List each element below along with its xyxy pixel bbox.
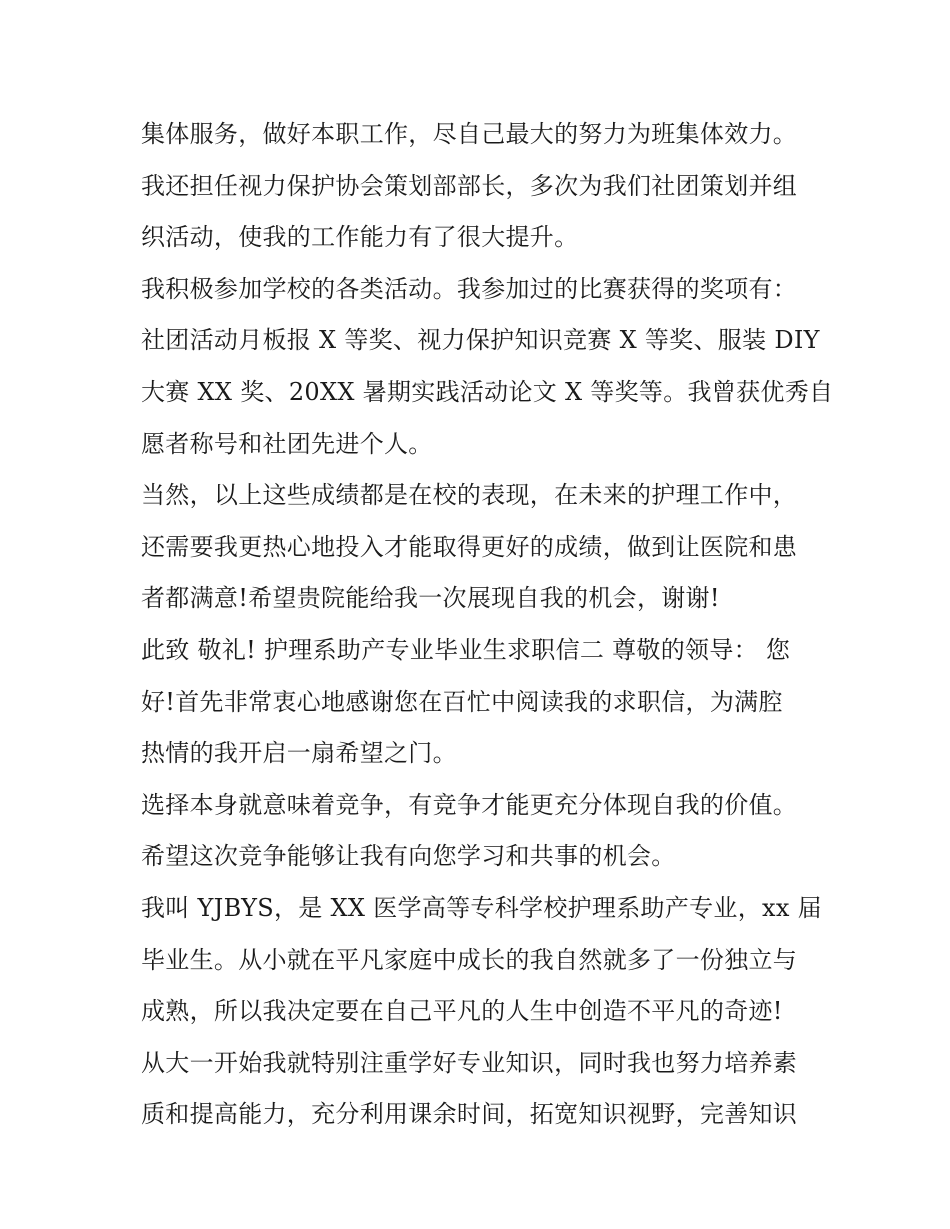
text-line: 好!首先非常衷心地感谢您在百忙中阅读我的求职信，为满腔 [141, 687, 783, 716]
text-line: 质和提高能力，充分利用课余时间，拓宽知识视野，完善知识 [141, 1100, 798, 1129]
text-line: 愿者称号和社团先进个人。 [141, 429, 433, 458]
text-line: 织活动，使我的工作能力有了很大提升。 [141, 223, 579, 252]
document-body [141, 109, 834, 1141]
text-line: 从大一开始我就特别注重学好专业知识，同时我也努力培养素 [141, 1048, 798, 1077]
text-line: 选择本身就意味着竞争，有竞争才能更充分体现自我的价值。 [141, 790, 798, 819]
text-line: 集体服务，做好本职工作，尽自己最大的努力为班集体效力。 [141, 120, 798, 148]
text-line: 热情的我开启一扇希望之门。 [141, 739, 457, 768]
text-line: 还需要我更热心地投入才能取得更好的成绩，做到让医院和患 [141, 532, 798, 561]
text-line: 社团活动月板报 X 等奖、视力保护知识竞赛 X 等奖、服装 DIY [141, 326, 820, 355]
text-line: 当然，以上这些成绩都是在校的表现，在未来的护理工作中， [141, 481, 798, 510]
text-line: 此致 敬礼! 护理系助产专业毕业生求职信二 尊敬的领导： 您 [141, 635, 791, 664]
text-line: 我还担任视力保护协会策划部部长，多次为我们社团策划并组 [141, 171, 798, 200]
text-line: 者都满意!希望贵院能给我一次展现自我的机会，谢谢! [141, 584, 720, 613]
text-line: 成熟，所以我决定要在自己平凡的人生中创造不平凡的奇迹! [141, 997, 783, 1026]
text-line: 大赛 XX 奖、20XX 暑期实践活动论文 X 等奖等。我曾获优秀自 [141, 377, 834, 406]
text-line: 希望这次竞争能够让我有向您学习和共事的机会。 [141, 842, 676, 871]
text-line: 我积极参加学校的各类活动。我参加过的比赛获得的奖项有： [141, 274, 798, 303]
text-line: 我叫 YJBYS，是 XX 医学高等专科学校护理系助产专业，xx 届 [141, 893, 822, 922]
text-line: 毕业生。从小就在平凡家庭中成长的我自然就多了一份独立与 [141, 945, 798, 974]
